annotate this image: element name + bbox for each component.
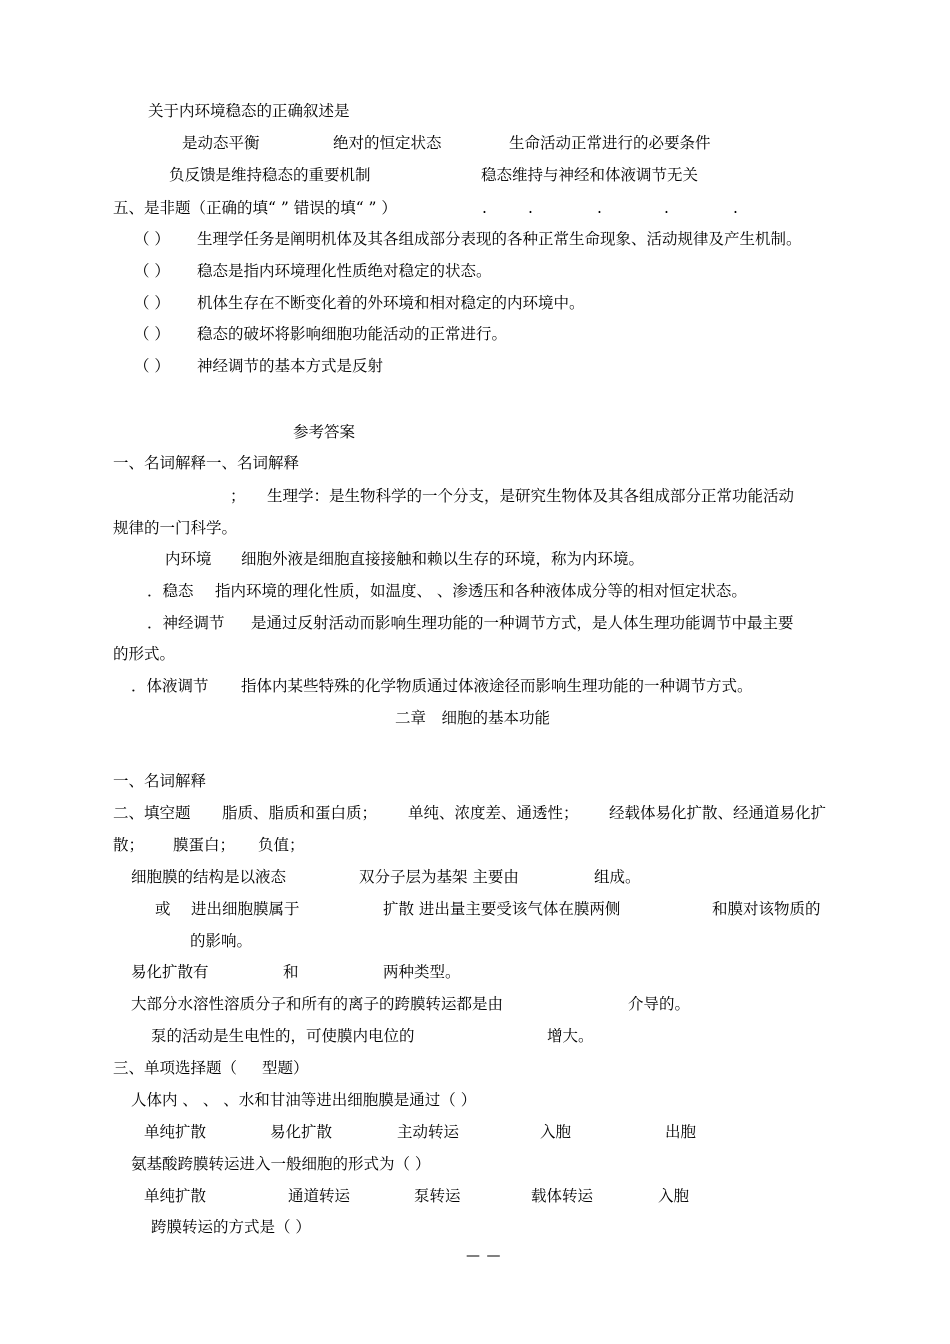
dot: .	[482, 199, 487, 217]
dot: .	[597, 199, 602, 217]
answer-bracket: （ ）	[134, 230, 170, 248]
fill-blank-text: 的影响。	[190, 932, 253, 950]
fill-blank-text: 进出细胞膜属于	[191, 900, 300, 918]
chapter-title: 二章 细胞的基本功能	[395, 709, 551, 727]
definition-term: 内环境	[165, 550, 212, 568]
section-heading: 五、是非题（正确的填“ ” 错误的填“ ” ）	[113, 199, 397, 217]
option-text: 入胞	[658, 1187, 690, 1205]
fill-blank-text: 或	[155, 900, 171, 918]
answers-title: 参考答案	[293, 423, 356, 441]
fill-blank-text: 介导的。	[628, 995, 691, 1013]
definition-text: 指内环境的理化性质，如温度、 、渗透压和各种液体成分等的相对恒定状态。	[215, 582, 747, 600]
dot: .	[528, 199, 533, 217]
answer-bracket: （ ）	[134, 325, 170, 343]
answer-bracket: （ ）	[134, 357, 170, 375]
question-stem: 氨基酸跨膜转运进入一般细胞的形式为（ ）	[131, 1155, 431, 1173]
answer-text: 负值；	[258, 836, 305, 854]
dot: .	[733, 199, 738, 217]
definition-text: 指体内某些特殊的化学物质通过体液途径而影响生理功能的一种调节方式。	[241, 677, 753, 695]
page-footer: — —	[466, 1248, 502, 1264]
fill-blank-text: 大部分水溶性溶质分子和所有的离子的跨膜转运都是由	[131, 995, 504, 1013]
option-text: 入胞	[540, 1123, 572, 1141]
statement-text: 神经调节的基本方式是反射	[197, 357, 384, 375]
answer-text: 散；	[113, 836, 145, 854]
statement-text: 机体生存在不断变化着的外环境和相对稳定的内环境中。	[197, 294, 585, 312]
dot: .	[664, 199, 669, 217]
statement-text: 稳态的破坏将影响细胞功能活动的正常进行。	[197, 325, 508, 343]
section-heading: 一、名词解释	[113, 772, 207, 790]
fill-blank-text: 扩散 进出量主要受该气体在膜两侧	[383, 900, 621, 918]
option-text: 泵转运	[414, 1187, 461, 1205]
definition-term: ．神经调节	[147, 614, 225, 632]
section-heading: 二、填空题	[113, 804, 191, 822]
option-text: 绝对的恒定状态	[333, 134, 442, 152]
answer-bracket: （ ）	[134, 294, 170, 312]
question-stem: 关于内环境稳态的正确叙述是	[148, 102, 350, 120]
fill-blank-text: 增大。	[547, 1027, 594, 1045]
option-text: 稳态维持与神经和体液调节无关	[481, 166, 699, 184]
option-text: 生命活动正常进行的必要条件	[509, 134, 711, 152]
answer-text: 经载体易化扩散、经通道易化扩	[609, 804, 827, 822]
option-text: 主动转运	[397, 1123, 460, 1141]
definition-term: ．体液调节	[131, 677, 209, 695]
definition-text: 规律的一门科学。	[113, 519, 238, 537]
section-heading: 一、名词解释一、名词解释	[113, 454, 300, 472]
section-heading: 型题）	[262, 1059, 309, 1077]
fill-blank-text: 组成。	[594, 868, 641, 886]
statement-text: 稳态是指内环境理化性质绝对稳定的状态。	[197, 262, 492, 280]
definition-text: 的形式。	[113, 645, 176, 663]
fill-blank-text: 双分子层为基架 主要由	[359, 868, 519, 886]
fill-blank-text: 和	[283, 963, 299, 981]
fill-blank-text: 细胞膜的结构是以液态	[131, 868, 287, 886]
fill-blank-text: 易化扩散有	[131, 963, 209, 981]
option-text: 通道转运	[288, 1187, 351, 1205]
answer-text: 膜蛋白；	[173, 836, 236, 854]
definition-text: 细胞外液是细胞直接接触和赖以生存的环境，称为内环境。	[241, 550, 645, 568]
option-text: 是动态平衡	[182, 134, 260, 152]
fill-blank-text: 和膜对该物质的	[712, 900, 821, 918]
question-stem: 人体内 、 、 、水和甘油等进出细胞膜是通过（ ）	[131, 1091, 477, 1109]
option-text: 易化扩散	[270, 1123, 333, 1141]
fill-blank-text: 两种类型。	[383, 963, 461, 981]
answer-text: 脂质、脂质和蛋白质；	[222, 804, 378, 822]
question-stem: 跨膜转运的方式是（ ）	[151, 1218, 311, 1236]
punctuation: ；	[230, 487, 246, 505]
option-text: 负反馈是维持稳态的重要机制	[169, 166, 371, 184]
option-text: 出胞	[665, 1123, 697, 1141]
definition-text: 是通过反射活动而影响生理功能的一种调节方式，是人体生理功能调节中最主要	[251, 614, 794, 632]
answer-bracket: （ ）	[134, 262, 170, 280]
option-text: 载体转运	[531, 1187, 594, 1205]
definition-term: ．稳态	[147, 582, 194, 600]
answer-text: 单纯、浓度差、通透性；	[408, 804, 579, 822]
statement-text: 生理学任务是阐明机体及其各组成部分表现的各种正常生命现象、活动规律及产生机制。	[197, 230, 802, 248]
definition-text: 生理学：是生物科学的一个分支，是研究生物体及其各组成部分正常功能活动	[267, 487, 795, 505]
fill-blank-text: 泵的活动是生电性的，可使膜内电位的	[151, 1027, 415, 1045]
section-heading: 三、单项选择题（	[113, 1059, 238, 1077]
option-text: 单纯扩散	[144, 1187, 207, 1205]
option-text: 单纯扩散	[144, 1123, 207, 1141]
